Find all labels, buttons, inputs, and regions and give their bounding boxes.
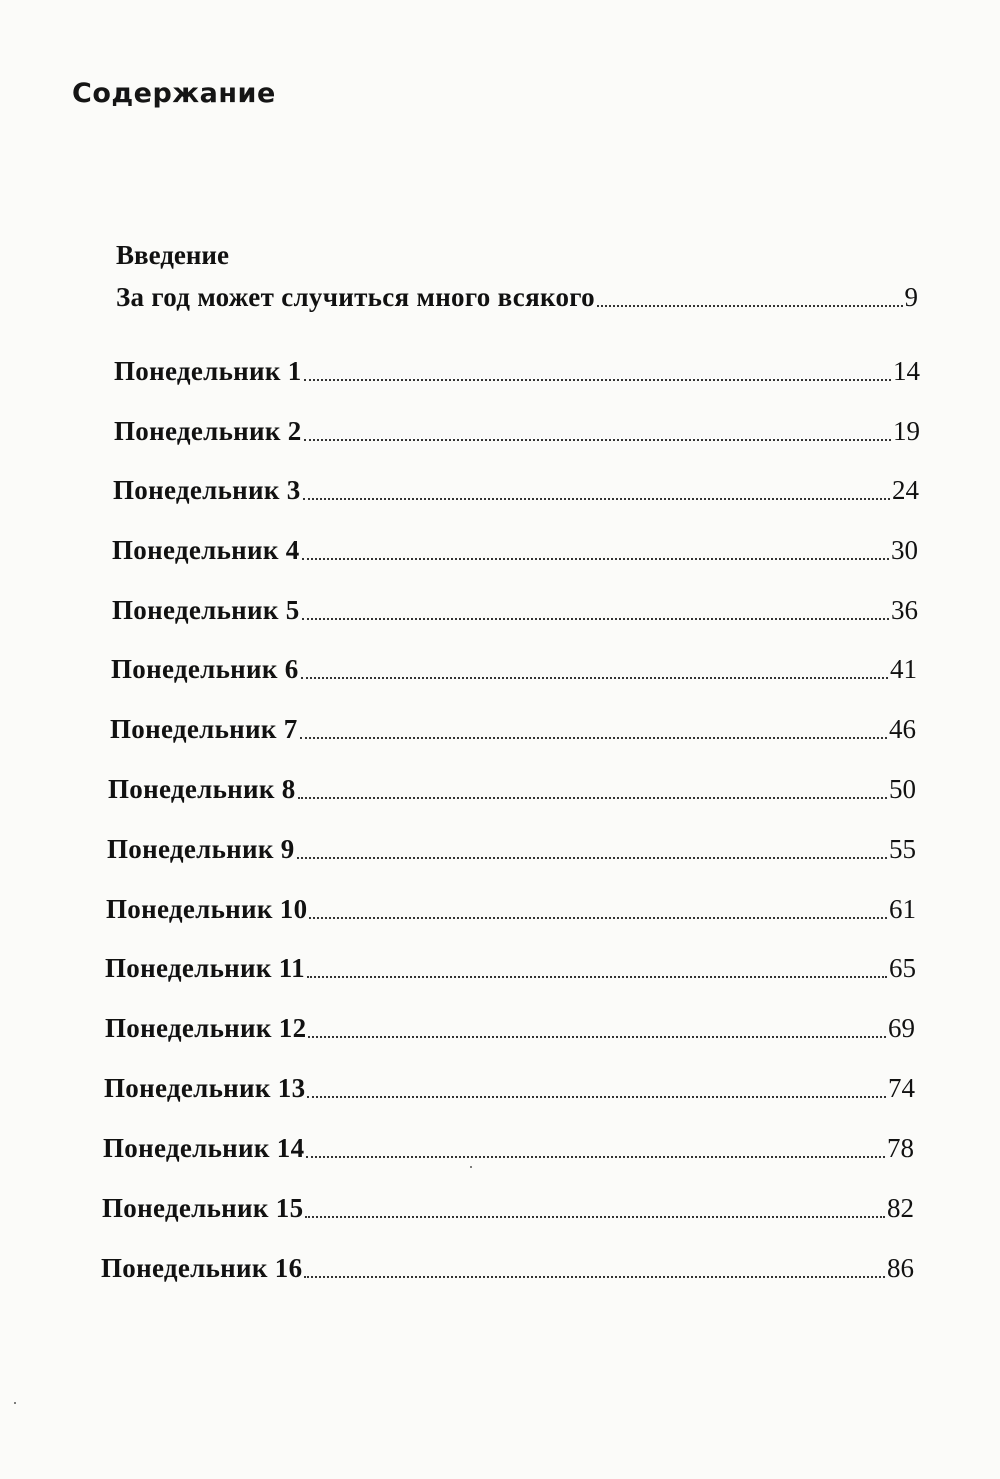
toc-entry[interactable] xyxy=(107,832,916,866)
toc-entry-label: Понедельник 11 xyxy=(105,953,305,983)
dot-leader xyxy=(301,677,888,679)
toc-page-number: 74 xyxy=(888,1073,915,1103)
dot-leader xyxy=(300,737,887,739)
toc-entry-label: Понедельник 1 xyxy=(114,356,302,386)
toc-page-number: 55 xyxy=(889,834,916,864)
toc-page-number: 46 xyxy=(889,714,916,744)
dot-leader xyxy=(597,305,903,307)
toc-entry-label: Понедельник 3 xyxy=(113,475,301,505)
print-speck xyxy=(470,1166,472,1168)
toc-entry[interactable] xyxy=(112,533,918,567)
toc-entry[interactable] xyxy=(105,951,916,985)
toc-entry[interactable] xyxy=(110,712,916,746)
toc-page-number: 9 xyxy=(904,282,918,312)
dot-leader xyxy=(303,498,890,500)
toc-page-number: 78 xyxy=(887,1133,914,1163)
toc-entry[interactable] xyxy=(103,1131,914,1165)
toc-entry-label: Понедельник 2 xyxy=(114,416,302,446)
dot-leader xyxy=(297,857,887,859)
toc-page-number: 19 xyxy=(893,416,920,446)
print-speck xyxy=(14,1402,16,1404)
toc-entry[interactable] xyxy=(114,354,920,388)
dot-leader xyxy=(304,439,891,441)
dot-leader xyxy=(307,976,887,978)
dot-leader xyxy=(302,558,889,560)
toc-page-number: 65 xyxy=(889,953,916,983)
toc-entry-label: Понедельник 7 xyxy=(110,714,298,744)
toc-entry-label: Понедельник 10 xyxy=(106,894,308,924)
toc-page-number: 86 xyxy=(887,1253,914,1283)
toc-entry-label: Понедельник 12 xyxy=(105,1013,307,1043)
dot-leader xyxy=(304,1276,885,1278)
toc-page-number: 50 xyxy=(889,774,916,804)
toc-page-number: 69 xyxy=(888,1013,915,1043)
dot-leader xyxy=(302,618,889,620)
toc-page-number: 30 xyxy=(891,535,918,565)
dot-leader xyxy=(298,797,887,799)
dot-leader xyxy=(308,1036,886,1038)
toc-entry-label: Понедельник 15 xyxy=(102,1193,304,1223)
toc-entry-label: За год может случиться много всякого xyxy=(116,282,595,312)
toc-entry[interactable] xyxy=(101,1251,914,1285)
toc-entry[interactable] xyxy=(104,1071,915,1105)
toc-entry-label: Понедельник 14 xyxy=(103,1133,305,1163)
toc-entry-label: Понедельник 6 xyxy=(111,654,299,684)
dot-leader xyxy=(306,1156,885,1158)
toc-entry-label: Понедельник 9 xyxy=(107,834,295,864)
toc-page-number: 24 xyxy=(892,475,919,505)
dot-leader xyxy=(307,1096,886,1098)
toc-page-number: 82 xyxy=(887,1193,914,1223)
toc-entry-label: Понедельник 5 xyxy=(112,595,300,625)
toc-entry[interactable] xyxy=(105,1011,915,1045)
intro-heading: Введение xyxy=(116,240,229,270)
toc-entry[interactable] xyxy=(111,652,917,686)
dot-leader xyxy=(304,379,891,381)
toc-entry-intro[interactable] xyxy=(116,280,918,314)
toc-entry-label: Понедельник 16 xyxy=(101,1253,303,1283)
toc-entry[interactable] xyxy=(106,892,916,926)
toc-page-number: 14 xyxy=(893,356,920,386)
toc-entry-label: Понедельник 4 xyxy=(112,535,300,565)
dot-leader xyxy=(309,917,887,919)
toc-entry[interactable] xyxy=(114,414,920,448)
toc-page-number: 36 xyxy=(891,595,918,625)
toc-page-number: 41 xyxy=(890,654,917,684)
toc-entry[interactable] xyxy=(112,593,918,627)
toc-entry[interactable] xyxy=(108,772,916,806)
toc-entry-label: Понедельник 8 xyxy=(108,774,296,804)
dot-leader xyxy=(305,1216,885,1218)
page-title: Содержание xyxy=(72,78,276,109)
toc-entry-label: Понедельник 13 xyxy=(104,1073,306,1103)
toc-entry[interactable] xyxy=(102,1191,914,1225)
toc-page-number: 61 xyxy=(889,894,916,924)
toc-entry[interactable] xyxy=(113,473,919,507)
